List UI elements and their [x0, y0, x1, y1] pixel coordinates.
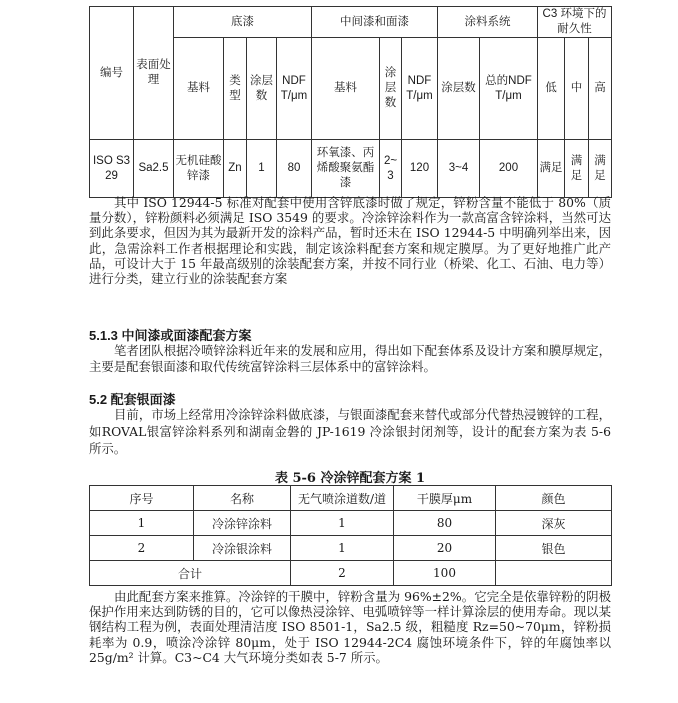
- cell-total-passes: 2: [291, 561, 394, 586]
- cell-passes: 1: [291, 511, 394, 536]
- header-surface-treatment: 表面处理: [134, 7, 174, 140]
- header-total-ndft: 总的NDFT/μm: [480, 38, 538, 140]
- cell-index: 1: [90, 511, 194, 536]
- header-ndft: NDFT/μm: [277, 38, 312, 140]
- header-high: 高: [589, 38, 612, 140]
- paragraph-silver-topcoat: 目前，市场上经常用冷涂锌涂料做底漆，与银面漆配套来替代或部分代替热浸镀锌的工程，如ROVAL银富锌涂料系列和湖南金磐的 JP-1619 冷涂银封闭剂等，设计的配套方案为表 5-6 所示。: [89, 407, 611, 456]
- cell-type: Zn: [224, 140, 247, 198]
- cell-medium: 满足: [565, 140, 589, 198]
- cell-total-thickness: 100: [394, 561, 496, 586]
- coating-system-table: [89, 6, 612, 198]
- table-row: [90, 536, 612, 561]
- header-code: 编号: [90, 7, 134, 140]
- section-heading-5-1-3: 5.1.3 中间漆或面漆配套方案: [89, 328, 252, 343]
- paragraph-calculation: 由此配套方案来推算。冷涂锌的干膜中，锌粉含量为 96%±2%。它完全是依靠锌粉的阴极保护作用来达到防锈的目的，它可以像热浸涂锌、电弧喷锌等一样计算涂层的使用寿命。现以某钢结构工程为例，表面处理清洁度 ISO 8501-1，Sa2.5 级，粗糙度 Rz=50~70μm，锌粉损耗率为 0.9，喷涂冷涂锌 80μm，处于 ISO 12944-2C4 腐蚀环境条件下，锌的年腐蚀率以 25g/m² 计算。C3~C4 大气环境分类如表 5-7 所示。: [89, 589, 611, 665]
- header-medium: 中: [565, 38, 589, 140]
- header-primer: 底漆: [174, 7, 312, 38]
- cell-name: 冷涂锌涂料: [194, 511, 291, 536]
- header-index: 序号: [90, 486, 194, 511]
- cell-system-coats: 3~4: [438, 140, 480, 198]
- cell-color: 银色: [496, 536, 612, 561]
- cell-total-label: 合计: [90, 561, 291, 586]
- cell-high: 满足: [589, 140, 612, 198]
- paragraph-team-solution: 笔者团队根据冷喷锌涂料近年来的发展和应用，得出如下配套体系及设计方案和膜厚规定，主要是配套银面漆和取代传统富锌涂料三层体系中的富锌涂料。: [89, 343, 611, 374]
- section-heading-5-2: 5.2 配套银面漆: [89, 392, 176, 407]
- header-coating-system: 涂料系统: [438, 7, 538, 38]
- table-caption: 表 5-6 冷涂锌配套方案 1: [274, 471, 426, 486]
- cell-color: 深灰: [496, 511, 612, 536]
- header-spray-passes: 无气喷涂道数/道: [291, 486, 394, 511]
- table-row: [90, 511, 612, 536]
- table-total-row: [90, 561, 612, 586]
- cell-name: 冷涂银涂料: [194, 536, 291, 561]
- header-color: 颜色: [496, 486, 612, 511]
- cell-thickness: 20: [394, 536, 496, 561]
- header-type: 类型: [224, 38, 247, 140]
- cell-total-ndft: 200: [480, 140, 538, 198]
- cell-coats: 1: [247, 140, 277, 198]
- header-mid-coats: 涂层数: [380, 38, 402, 140]
- cell-code: ISO S329: [90, 140, 134, 198]
- paragraph-zinc-primer: 其中 ISO 12944-5 标准对配套中使用含锌底漆时做了规定，锌粉含量不能低于 80%（质量分数），锌粉颜料必须满足 ISO 3549 的要求。冷涂锌涂料作为一款高富含锌涂料，当然可达到此条要求，但因为其为最新开发的涂料产品，暂时还未在 ISO 12944-5 中明确列举出来，因此，急需涂料工作者根据理论和实践，制定该涂料配套方案和规定膜厚。为了更好地推广此产品，可设计大于 15 年最高级别的涂装配套方案，并按不同行业（桥梁、化工、石油、电力等）进行分类，建立行业的涂装配套方案: [89, 195, 611, 287]
- header-mid-top-coat: 中间漆和面漆: [312, 7, 438, 38]
- cell-total-color: [496, 561, 612, 586]
- header-durability: C3 环境下的耐久性: [538, 7, 612, 38]
- header-mid-base-material: 基料: [312, 38, 380, 140]
- cell-mid-ndft: 120: [402, 140, 438, 198]
- cell-mid-base-material: 环氧漆、丙烯酸聚氨酯漆: [312, 140, 380, 198]
- header-name: 名称: [194, 486, 291, 511]
- header-mid-ndft: NDFT/μm: [402, 38, 438, 140]
- header-system-coats: 涂层数: [438, 38, 480, 140]
- cell-mid-coats: 2~3: [380, 140, 402, 198]
- table-row: [90, 140, 612, 198]
- cell-surface: Sa2.5: [134, 140, 174, 198]
- cell-ndft: 80: [277, 140, 312, 198]
- cell-base-material: 无机硅酸锌漆: [174, 140, 224, 198]
- cell-passes: 1: [291, 536, 394, 561]
- header-dry-film: 干膜厚μm: [394, 486, 496, 511]
- table-header-row: [90, 486, 612, 511]
- cell-thickness: 80: [394, 511, 496, 536]
- header-coats: 涂层数: [247, 38, 277, 140]
- cell-low: 满足: [538, 140, 565, 198]
- header-base-material: 基料: [174, 38, 224, 140]
- cell-index: 2: [90, 536, 194, 561]
- header-low: 低: [538, 38, 565, 140]
- cold-zinc-scheme-table: [89, 485, 612, 586]
